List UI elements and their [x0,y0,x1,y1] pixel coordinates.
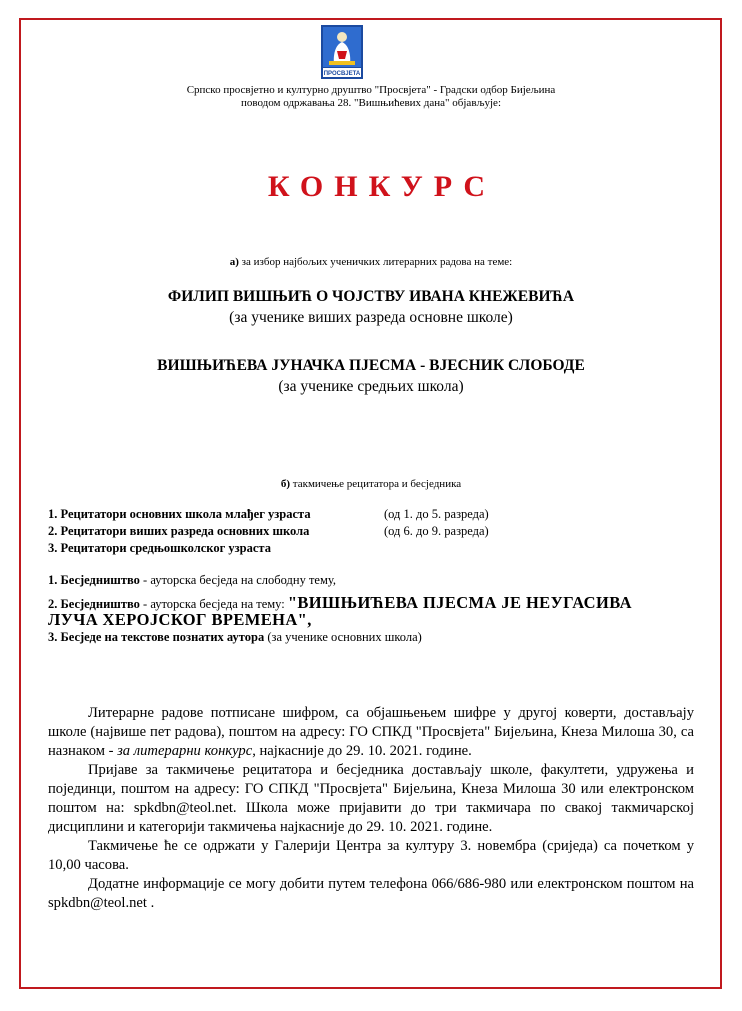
section-a-intro [0,256,742,268]
paragraph-info: Додатне информације се могу добити путем телефона 066/686-980 или електронском поштом на spkdbn@teol.net . [48,876,694,911]
topic-2-note: (за ученике средњих школа) [278,378,464,395]
reciter-2-label: 2. Рецитатори виших разреда основних школа [48,524,310,538]
header-line-2: поводом одржавања 28. "Вишњићевих дана" објављује: [240,97,501,109]
orator-1-text: - ауторска бесједа на слободну тему, [139,573,336,587]
paragraph-literary-a: Литерарне радове потписане шифром, са објашњењем шифре у другој коверти, достављају школе (највише пет радова), поштом на адресу: ГО СПКД "Просвјета" Бијељина, Кнеза Милоша 30, са назнаком - [48,705,694,759]
orator-2-text: - ауторска бесједа на тему: [139,597,288,611]
page-title: КОНКУРС [267,170,497,203]
orator-3-label: 3. Бесједе на текстове познатих аутора [48,630,265,644]
section-b-text: такмичење рецитатора и бесједника [292,478,462,490]
orator-2-quote-line-1: "ВИШЊИЋЕВА ПЈЕСМА ЈЕ НЕУГАСИВА [287,593,632,612]
reciter-1-label: 1. Рецитатори основних школа млађег узраста [48,507,311,521]
orator-item-1 [48,573,336,588]
section-a-marker: а) [229,256,239,268]
paragraph-literary-b: , најкасније до 29. 10. 2021. године. [252,743,472,759]
section-b-marker: б) [280,478,291,490]
section-a-text: за избор најбољих ученичких литерарних радова на теме: [241,256,513,268]
paragraph-competition: Такмичење ће се одржати у Галерији Центра за културу 3. новембра (сриједа) са почетком у 10,00 часова. [48,838,694,873]
topic-2: ВИШЊИЋЕВА ЈУНАЧКА ПЈЕСМА - ВЈЕСНИК СЛОБОДЕ [157,357,585,374]
logo-text: ПРОСВЈЕТА [323,71,361,77]
orator-3-text: (за ученике основних школа) [264,630,422,644]
prosvjeta-logo [321,25,363,79]
reciter-2-range: (од 6. до 9. разреда) [384,524,489,538]
topic-1-note: (за ученике виших разреда основне школе) [229,309,513,326]
orator-item-3 [48,630,422,645]
reciter-3-label: 3. Рецитатори средњошколског узраста [48,541,271,555]
orator-2-quote-line-2: ЛУЧА ХЕРОЈСКОГ ВРЕМЕНА", [48,610,312,629]
section-b-intro [0,478,742,490]
topic-1: ФИЛИП ВИШЊИЋ О ЧОЈСТВУ ИВАНА КНЕЖЕВИЋА [167,288,575,305]
paragraph-literary-italic: за литерарни конкурс [117,743,253,759]
orator-2-label: 2. Бесједништво [48,597,140,611]
paragraph-literary [48,704,694,761]
orator-1-label: 1. Бесједништво [48,573,140,587]
paragraph-applications: Пријаве за такмичење рецитатора и бесједника достављају школе, факултети, удружења и појединци, поштом на адресу: ГО СПКД "Просвјета" Бијељина, Кнеза Милоша 30 или електронском поштом на: spkdbn@teol.net. Школа може пријавити до три такмичара по свакој такмичарској дисциплини и категорији такмичења најкасније до 29. 10. 2021. године. [48,762,694,835]
reciter-1-range: (од 1. до 5. разреда) [384,507,489,521]
body-text [48,704,694,913]
header-line-1: Српско просвјетно и културно друштво "Просвјета" - Градски одбор Бијељина [186,84,556,96]
